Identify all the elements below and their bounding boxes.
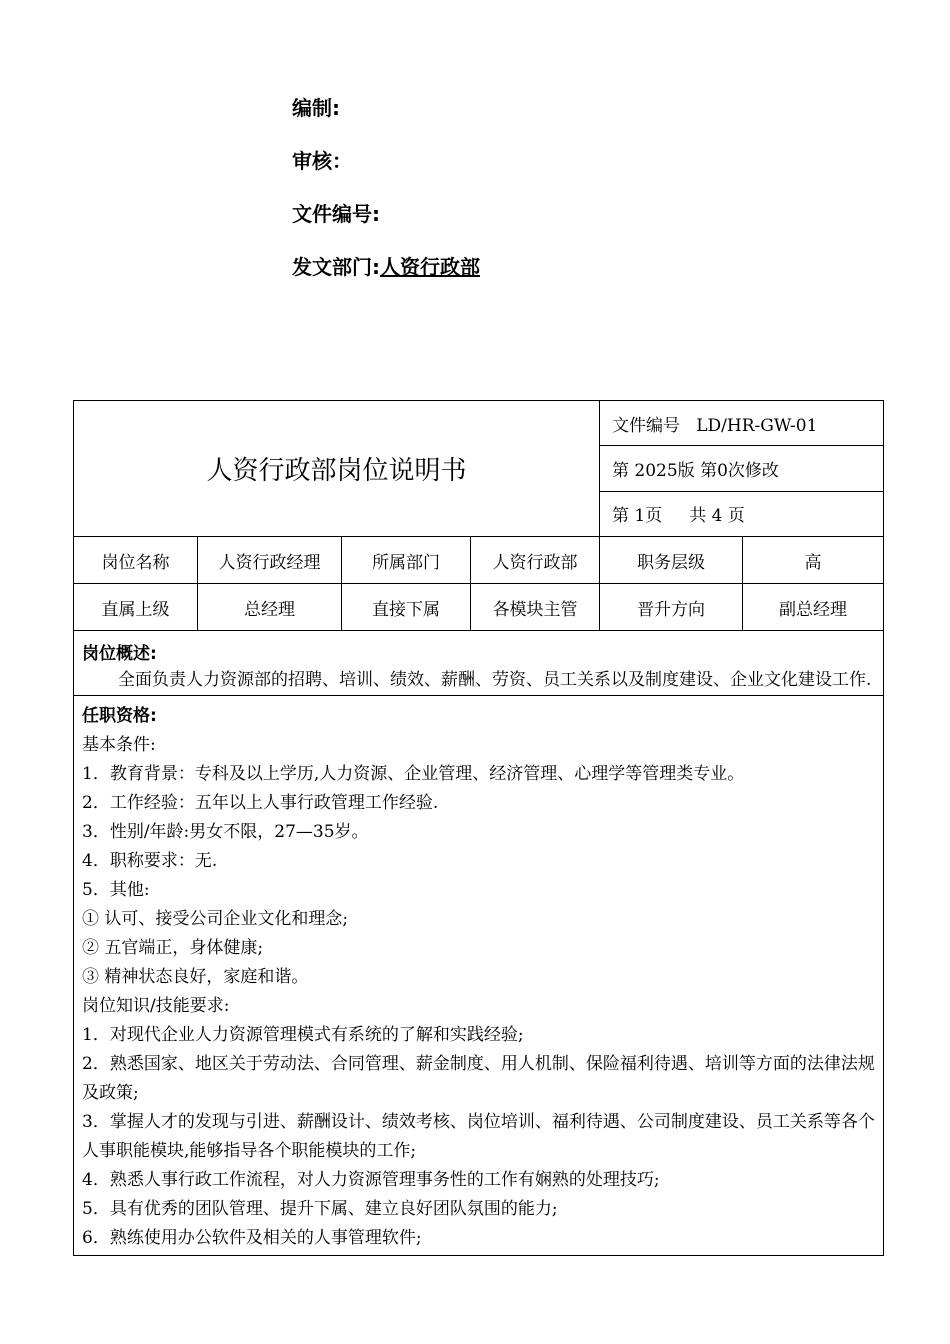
issuing-department	[292, 255, 480, 279]
qualifications-heading: 任职资格:	[82, 706, 157, 726]
overview-heading: 岗位概述:	[82, 644, 157, 664]
issuing-department-label: 发文部门:	[292, 255, 380, 279]
qualification-line: 2．熟悉国家、地区关于劳动法、合同管理、薪金制度、用人机制、保险福利待遇、培训等方面的法律法规及政策;	[82, 1054, 875, 1103]
issuing-department-value: 人资行政部	[380, 255, 480, 279]
compiled-by-label: 编制:	[292, 96, 340, 120]
qualification-line: ① 认可、接受公司企业文化和理念;	[82, 909, 349, 929]
direct-subordinates-value: 各模块主管	[471, 584, 600, 631]
qualification-line: 5．其他:	[82, 880, 150, 900]
qualification-line: 基本条件:	[82, 735, 156, 755]
promotion-path-label: 晋升方向	[600, 584, 743, 631]
position-name-label: 岗位名称	[74, 537, 198, 584]
qualification-line: 4．职称要求：无.	[82, 851, 218, 871]
qualification-line: 6．熟练使用办公软件及相关的人事管理软件;	[82, 1228, 422, 1248]
reviewed-by-label: 审核：	[292, 149, 352, 173]
qualification-line: 4．熟悉人事行政工作流程，对人力资源管理事务性的工作有娴熟的处理技巧;	[82, 1170, 660, 1190]
direct-subordinates-label: 直接下属	[342, 584, 471, 631]
job-level-value: 高	[743, 537, 884, 584]
version-info: 第 2025版 第0次修改	[600, 446, 884, 491]
job-description-table	[73, 400, 884, 1256]
job-level-label: 职务层级	[600, 537, 743, 584]
department-value: 人资行政部	[471, 537, 600, 584]
direct-superior-label: 直属上级	[74, 584, 198, 631]
qualification-line: 3．性别/年龄:男女不限，27—35岁。	[82, 822, 369, 842]
page-info: 第 1页 共 4 页	[600, 491, 884, 536]
document-number-label: 文件编号:	[292, 202, 380, 226]
document-number: 文件编号 LD/HR-GW-01	[600, 401, 884, 446]
qualification-line: 1．对现代企业人力资源管理模式有系统的了解和实践经验;	[82, 1025, 524, 1045]
qualification-line: 3．掌握人才的发现与引进、薪酬设计、绩效考核、岗位培训、福利待遇、公司制度建设、员工关系等各个人事职能模块,能够指导各个职能模块的工作;	[82, 1112, 875, 1161]
qualification-line: 2．工作经验：五年以上人事行政管理工作经验.	[82, 793, 439, 813]
qualifications-section	[74, 696, 884, 1256]
qualification-line: 岗位知识/技能要求:	[82, 996, 230, 1016]
position-name-value: 人资行政经理	[198, 537, 342, 584]
overview-section	[74, 631, 884, 696]
department-label: 所属部门	[342, 537, 471, 584]
promotion-path-value: 副总经理	[743, 584, 884, 631]
qualification-line: ③ 精神状态良好，家庭和谐。	[82, 967, 309, 987]
direct-superior-value: 总经理	[198, 584, 342, 631]
qualification-line: 5．具有优秀的团队管理、提升下属、建立良好团队氛围的能力;	[82, 1199, 558, 1219]
document-title: 人资行政部岗位说明书	[74, 401, 600, 537]
overview-text: 全面负责人力资源部的招聘、培训、绩效、薪酬、劳资、员工关系以及制度建设、企业文化建设工作.	[118, 670, 872, 690]
qualification-line: 1．教育背景：专科及以上学历,人力资源、企业管理、经济管理、心理学等管理类专业。	[82, 764, 745, 784]
qualification-line: ② 五官端正，身体健康;	[82, 938, 264, 958]
